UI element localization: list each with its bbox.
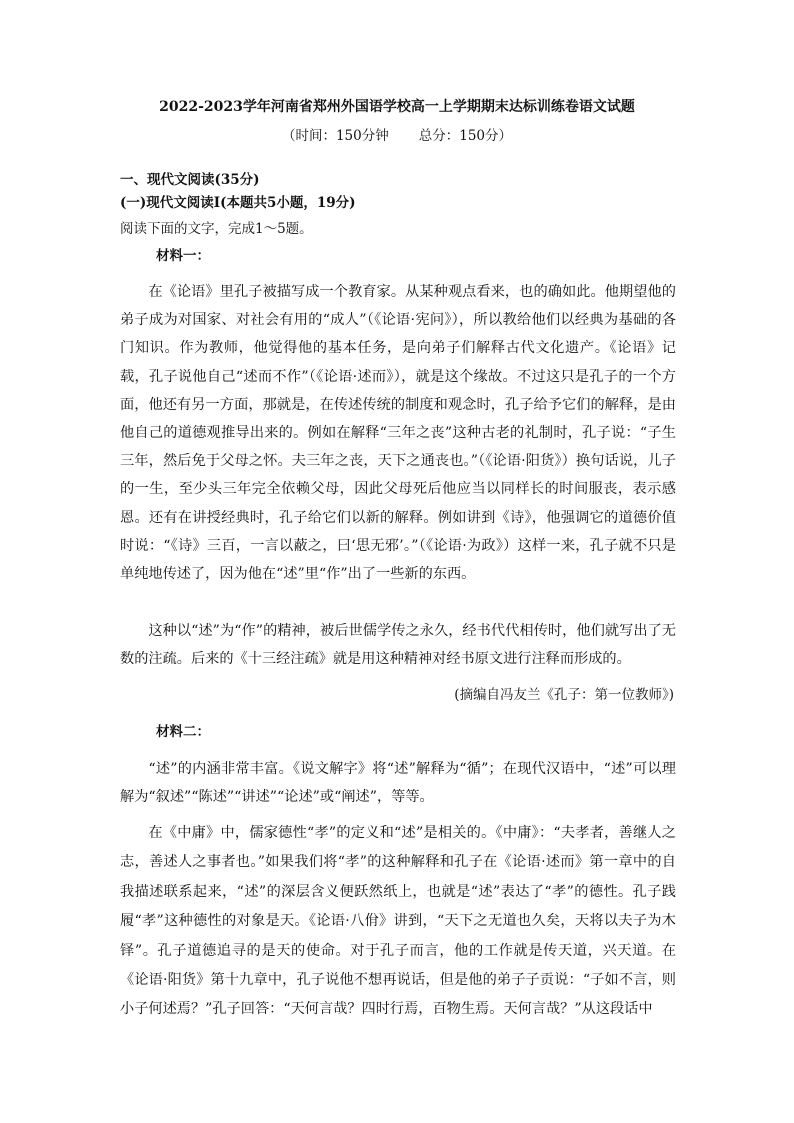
material1-paragraph-2: 这种以“述”为“作”的精神，被后世儒学传之永久，经书代代相传时，他们就写出了无数的注疏。后来的《十三经注疏》就是用这种精神对经书原文进行注释而形成的。 [120, 623, 676, 668]
section-heading: 一、现代文阅读(35分) [120, 172, 260, 188]
material1-label: 材料一： [156, 248, 210, 264]
material1-source: (摘编自冯友兰《孔子：第一位教师》) [454, 687, 674, 703]
material1-paragraph-1: 在《论语》里孔子被描写成一个教育家。从某种观点看来，也的确如此。他期望他的弟子成为对国家、对社会有用的“成人”（《论语·宪问》），所以教给他们以经典为基础的各门知识。作为教师，他觉得他的基本任务，是向弟子们解释古代文化遗产。《论语》记载，孔子说他自己“述而不作”（《论语·述而》），就是这个缘故。不过这只是孔子的一个方面，他还有另一方面，那就是，在传述传统的制度和观念时，孔子给予它们的解释，是由他自己的道德观推导出来的。例如在解释“三年之丧”这种古老的礼制时，孔子说：“子生三年，然后免于父母之怀。夫三年之丧，天下之通丧也。”（《论语·阳货》）换句话说，儿子的一生，至少头三年完全依赖父母，因此父母死后他应当以同样长的时间服丧，表示感恩。还有在讲授经典时，孔子给它们以新的解释。例如讲到《诗》，他强调它的道德价值时说：“《诗》三百，一言以蔽之，曰‘思无邪’。”（《论语·为政》）这样一来，孔子就不只是单纯地传述了，因为他在“述”里“作”出了一些新的东西。 [120, 284, 676, 583]
exam-meta [0, 124, 794, 144]
exam-time: （时间：150分钟 [281, 128, 389, 144]
reading-instruction: 阅读下面的文字，完成1～5题。 [120, 221, 313, 237]
material2-label: 材料二： [156, 724, 210, 740]
exam-score: 总分：150分） [418, 128, 513, 144]
material2-paragraph-1: “述”的内涵非常丰富。《说文解字》将“述”解释为“循”；在现代汉语中，“述”可以理解为“叙述”“陈述”“讲述”“论述”或“阐述”，等等。 [120, 761, 676, 806]
material2-paragraph-2: 在《中庸》中，儒家德性“孝”的定义和“述”是相关的。《中庸》：“夫孝者，善继人之志，善述人之事者也。”如果我们将“孝”的这种解释和孔子在《论语·述而》第一章中的自我描述联系起来，“述”的深层含义便跃然纸上，也就是“述”表达了“孝”的德性。孔子践履“孝”这种德性的对象是天。《论语·八佾》讲到，“天下之无道也久矣，天将以夫子为木铎”。孔子道德追寻的是天的使命。对于孔子而言，他的工作就是传天道，兴天道。在《论语·阳货》第十九章中，孔子说他不想再说话，但是他的弟子子贡说：“子如不言，则小子何述焉？”孔子回答：“天何言哉？四时行焉，百物生焉。天何言哉？”从这段话中 [120, 825, 676, 1018]
exam-title: 2022-2023学年河南省郑州外国语学校高一上学期期末达标训练卷语文试题 [159, 99, 635, 115]
section-subheading: (一)现代文阅读Ⅰ(本题共5小题，19分) [120, 195, 356, 211]
